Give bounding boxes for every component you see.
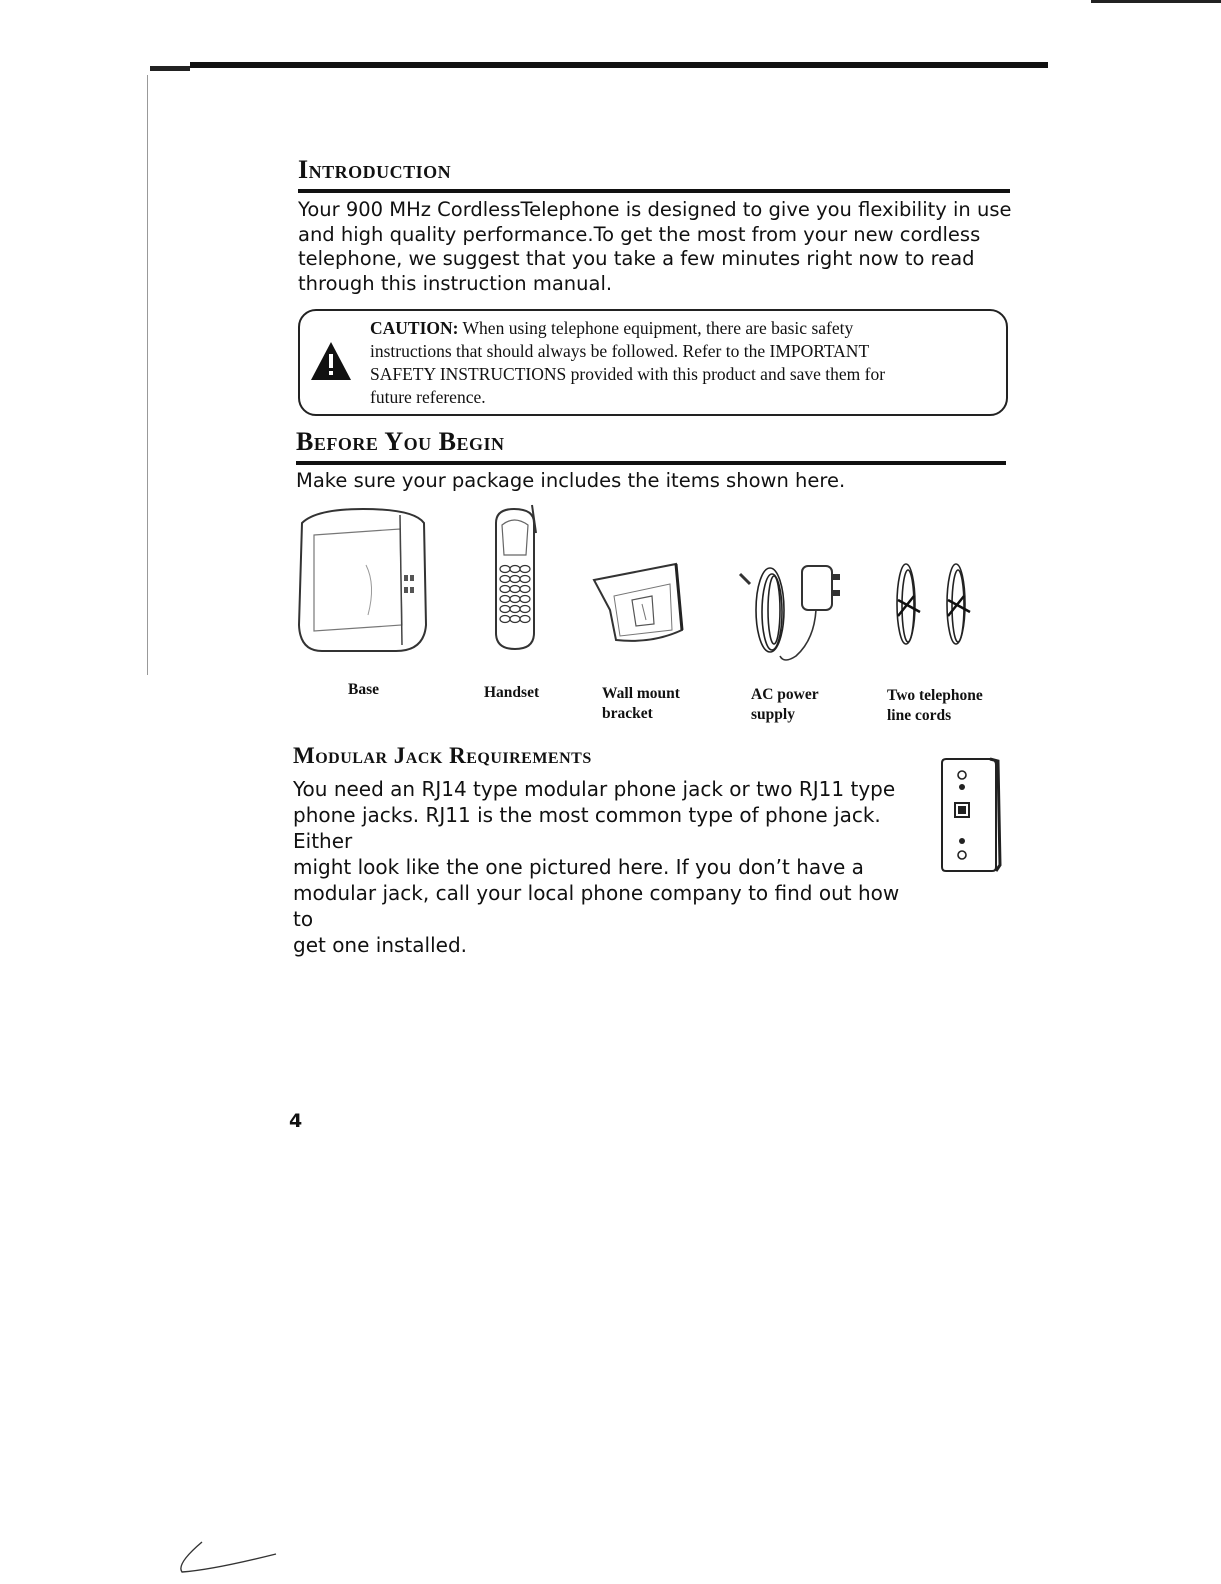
scan-edge-mark xyxy=(150,66,190,71)
text-line: instructions that should always be followed. Refer to the IMPORTANT xyxy=(370,341,870,361)
text-line: You need an RJ14 type modular phone jack or two RJ11 type xyxy=(293,777,896,801)
text-line: SAFETY INSTRUCTIONS provided with this product and save them for xyxy=(370,364,886,384)
modular-jack-paragraph xyxy=(293,776,923,958)
text-line: get one installed. xyxy=(293,933,467,957)
text-line: Your 900 MHz CordlessTelephone is designed to give you flexibility in use xyxy=(298,198,1012,221)
text-line: When using telephone equipment, there are basic safety xyxy=(458,318,854,338)
text-line: through this instruction manual. xyxy=(298,271,613,295)
label-line: Wall mount xyxy=(602,685,680,702)
caution-box xyxy=(298,309,1008,416)
section-rule xyxy=(298,189,1010,193)
pen-mark xyxy=(172,1538,282,1578)
wall-phone-jack-icon xyxy=(938,755,1002,875)
introduction-paragraph xyxy=(298,198,1018,296)
label-line: AC power xyxy=(751,686,819,703)
label-line: bracket xyxy=(602,705,653,722)
item-label-base xyxy=(348,680,379,700)
section-rule xyxy=(296,461,1006,465)
ac-power-supply-icon xyxy=(736,560,848,666)
text-line: might look like the one pictured here. If you don’t have a xyxy=(293,855,864,879)
label-line: Two telephone xyxy=(887,687,983,704)
handset-icon xyxy=(488,503,542,653)
modular-jack-heading: Modular Jack Requirements xyxy=(293,743,592,768)
item-label-wall-mount-bracket xyxy=(602,684,680,724)
page-top-rule xyxy=(190,62,1048,68)
label-line: line cords xyxy=(887,707,952,724)
text-line: and high quality performance.To get the most from your new cordless xyxy=(298,222,981,246)
text-line: telephone, we suggest that you take a few minutes right now to read xyxy=(298,247,975,270)
warning-triangle-icon xyxy=(310,341,352,381)
label-line: Handset xyxy=(484,684,540,701)
page-number: 4 xyxy=(289,1110,303,1132)
scan-edge-mark xyxy=(1091,0,1221,3)
before-you-begin-heading: Before You Begin xyxy=(296,427,505,456)
wall-mount-bracket-icon xyxy=(592,560,688,644)
item-label-ac-power-supply xyxy=(751,685,819,725)
item-label-telephone-line-cords xyxy=(887,686,983,726)
introduction-heading: Introduction xyxy=(298,155,452,184)
text-line: modular jack, call your local phone company to find out how to xyxy=(293,881,900,931)
label-line: Base xyxy=(348,681,379,698)
package-contents-text: Make sure your package includes the items shown here. xyxy=(296,469,846,492)
label-line: supply xyxy=(751,706,795,723)
telephone-line-cords-icon xyxy=(884,560,982,652)
caution-text xyxy=(370,317,1000,409)
caution-label: CAUTION: xyxy=(370,318,459,338)
item-label-handset xyxy=(484,683,539,703)
page-left-edge xyxy=(147,75,148,675)
text-line: future reference. xyxy=(370,387,486,407)
base-unit-icon xyxy=(296,505,430,655)
text-line: phone jacks. RJ11 is the most common type of phone jack. Either xyxy=(293,803,881,853)
